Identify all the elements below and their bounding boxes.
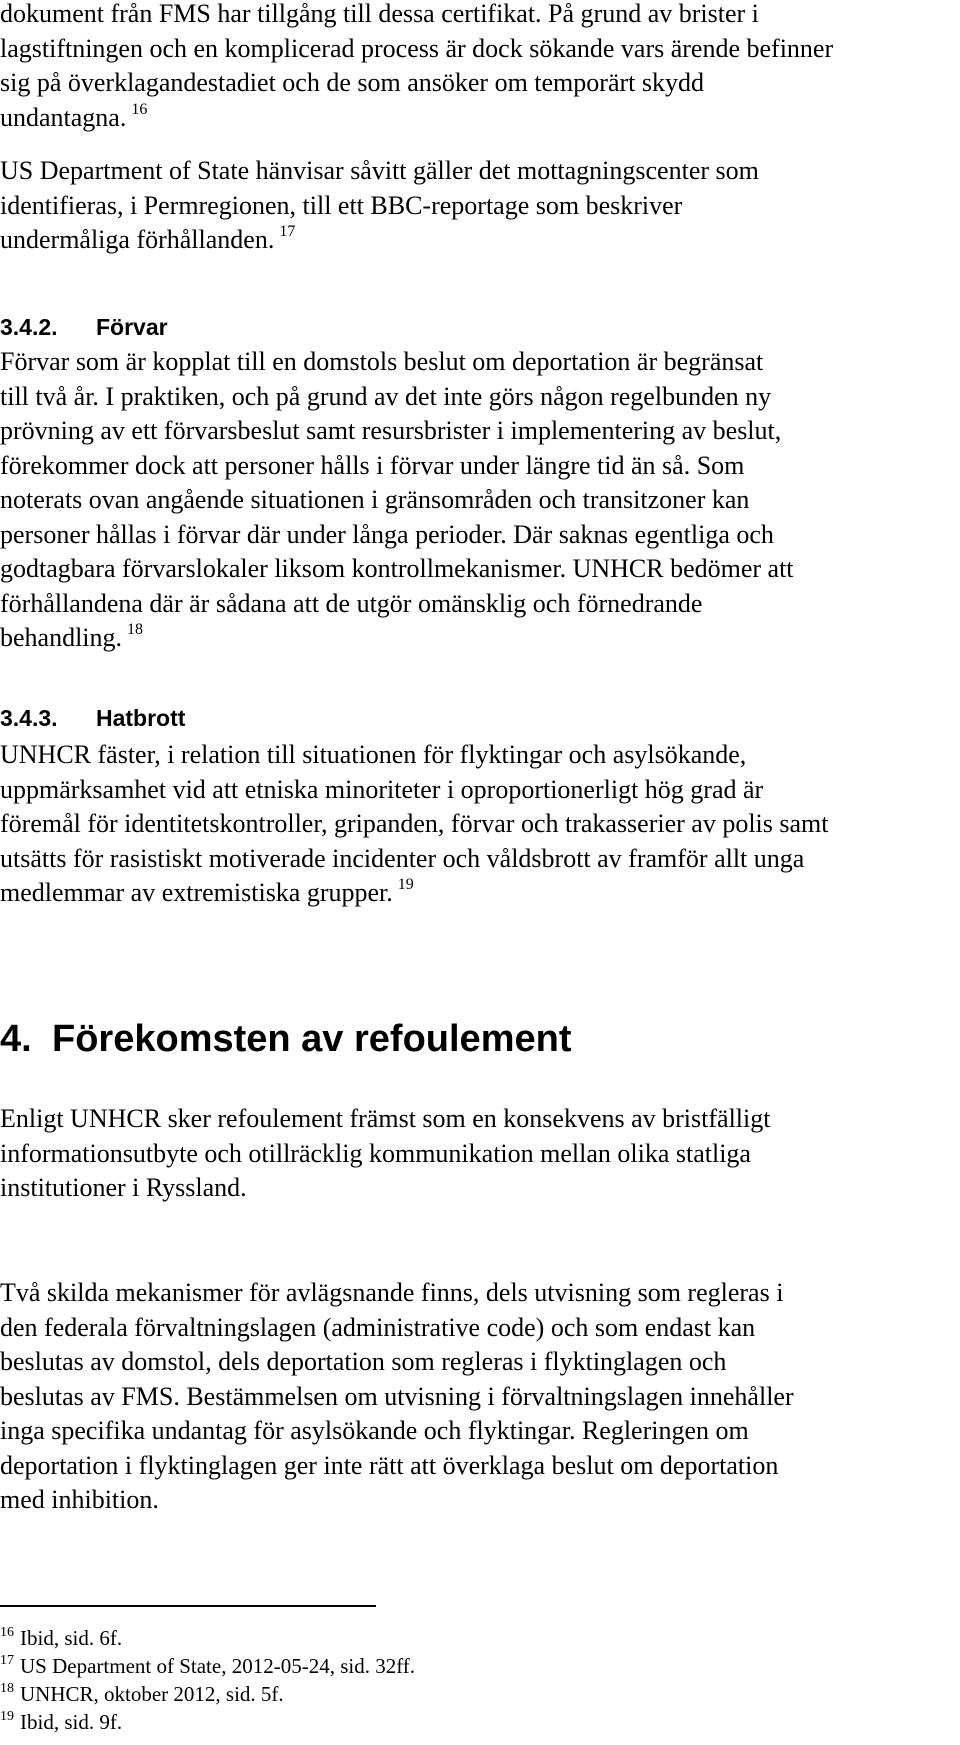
section-number: 3.4.2. [0,314,58,340]
text-line: godtagbara förvarslokaler liksom kontrollmekanismer. UNHCR bedömer att [0,554,794,583]
text-line: förhållandena där är sådana att de utgör omänsklig och förnedrande [0,588,703,618]
footnote-number: 19 [0,1709,14,1724]
text-line [0,101,960,136]
footnote-text: Ibid, sid. 9f. [20,1710,123,1734]
text-line-content: behandling. [0,623,123,652]
footnote [0,1680,284,1708]
text-line: uppmärksamhet vid att etniska minoriteter i oproportionerligt hög grad är [0,774,764,804]
text-line: föremål för identitetskontroller, gripanden, förvar och trakasserier av polis samt [0,809,829,838]
paragraph-us-department-of-state [0,154,960,258]
paragraph-hate-crime [0,738,960,911]
text-line: sig på överklagandestadiet och de som ansöker om temporärt skydd [0,68,704,97]
text-line: institutioner i Ryssland. [0,1173,247,1202]
footnote-number: 16 [0,1625,14,1640]
footnote-text: UNHCR, oktober 2012, sid. 5f. [20,1682,284,1706]
footnote [0,1624,122,1652]
footnote-text: US Department of State, 2012-05-24, sid. 32ff. [20,1654,416,1678]
section-heading-hate-crime [0,703,185,733]
text-line: personer hållas i förvar där under långa perioder. Där saknas egentliga och [0,519,774,549]
text-line: med inhibition. [0,1485,159,1514]
text-line: lagstiftningen och en komplicerad process är dock sökande vars ärende befinner [0,33,834,63]
text-line: noterats ovan angående situationen i gränsområden och transitzoner kan [0,485,750,514]
footnote-separator [0,1605,376,1607]
text-line: inga specifika undantag för asylsökande och flyktingar. Regleringen om [0,1416,749,1445]
paragraph-certificates [0,0,960,135]
footnote-number: 17 [0,1653,14,1668]
text-line [0,876,960,911]
text-line-content: undantagna. [0,102,127,132]
chapter-heading [0,1016,571,1062]
footnote-number: 18 [0,1681,14,1696]
chapter-number: 4. [0,1018,32,1060]
footnote-ref[interactable]: 17 [279,223,296,240]
footnote-ref[interactable]: 16 [131,100,148,118]
text-line: utsätts för rasistiskt motiverade incidenter och våldsbrott av framför allt unga [0,843,805,873]
footnote-ref[interactable]: 19 [397,876,414,893]
text-line: UNHCR fäster, i relation till situationen för flyktingar och asylsökande, [0,740,747,769]
text-line: informationsutbyte och otillräcklig kommunikation mellan olika statliga [0,1138,751,1168]
paragraph-detention [0,345,960,656]
text-line: förekommer dock att personer hålls i förvar under längre tid än så. Som [0,450,745,480]
chapter-title: Förekomsten av refoulement [52,1018,572,1060]
text-line-content: medlemmar av extremistiska grupper. [0,878,393,907]
text-line: US Department of State hänvisar såvitt gäller det mottagningscenter som [0,156,759,185]
text-line [0,223,960,258]
text-line: Enligt UNHCR sker refoulement främst som en konsekvens av bristfälligt [0,1104,771,1133]
text-line: Förvar som är kopplat till en domstols beslut om deportation är begränsat [0,347,764,376]
text-line: deportation i flyktinglagen ger inte rätt att överklaga beslut om deportation [0,1450,779,1480]
footnote-ref[interactable]: 18 [127,621,144,638]
text-line: till två år. I praktiken, och på grund av det inte görs någon regelbunden ny [0,381,772,411]
text-line: Två skilda mekanismer för avlägsnande finns, dels utvisning som regleras i [0,1278,784,1307]
section-title: Hatbrott [96,705,186,731]
paragraph-removal-mechanisms [0,1276,960,1518]
text-line: beslutas av domstol, dels deportation som regleras i flyktinglagen och [0,1347,727,1376]
paragraph-refoulement-causes [0,1102,960,1206]
text-line: beslutas av FMS. Bestämmelsen om utvisning i förvaltningslagen innehåller [0,1381,794,1411]
section-number: 3.4.3. [0,705,58,731]
text-line [0,621,960,656]
text-line: dokument från FMS har tillgång till dessa certifikat. På grund av brister i [0,0,759,28]
footnote [0,1708,122,1736]
text-line: den federala förvaltningslagen (administrative code) och som endast kan [0,1312,756,1342]
footnote [0,1652,415,1680]
text-line: prövning av ett förvarsbeslut samt resursbrister i implementering av beslut, [0,416,782,445]
text-line-content: undermåliga förhållanden. [0,225,275,254]
text-line: identifieras, i Permregionen, till ett BBC-reportage som beskriver [0,190,683,220]
footnote-text: Ibid, sid. 6f. [20,1626,123,1650]
section-heading-detention [0,312,168,342]
section-title: Förvar [96,314,168,340]
